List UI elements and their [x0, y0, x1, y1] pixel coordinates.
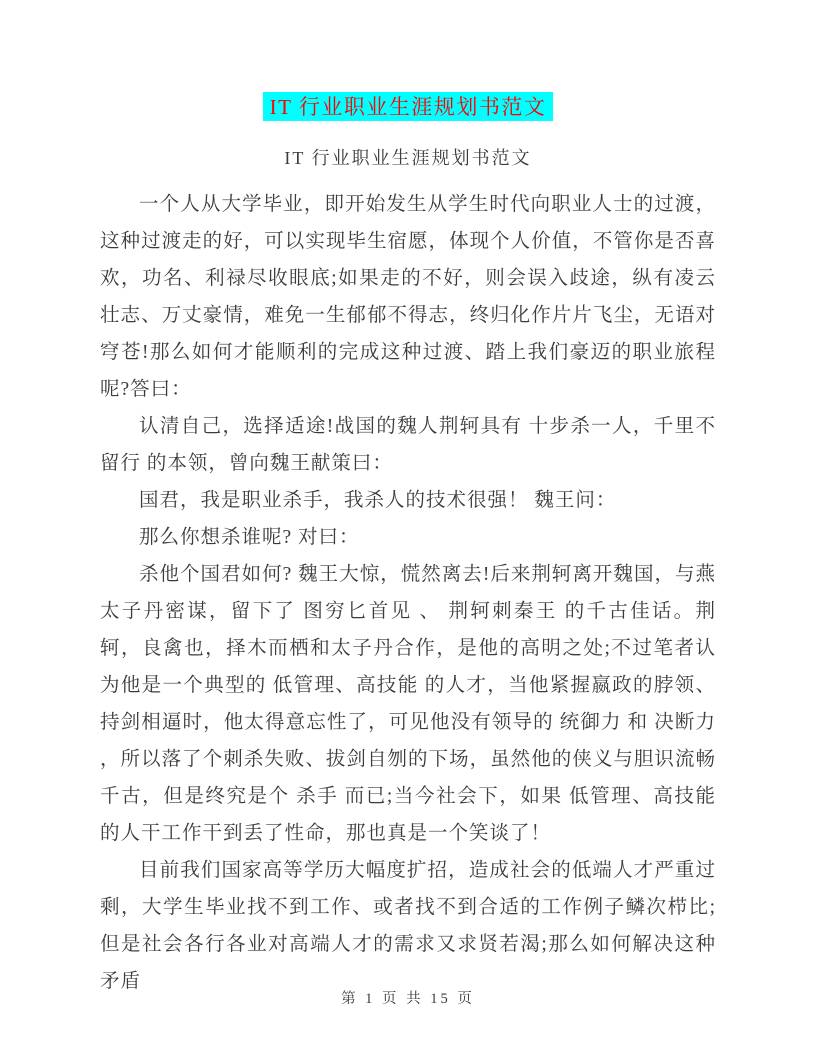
body-paragraph: 认清自己，选择适途!战国的魏人荆轲具有 十步杀一人，千里不留行 的本领，曾向魏王献策曰： — [100, 416, 716, 474]
title-row — [0, 92, 816, 121]
body-paragraph: 国君，我是职业杀手，我杀人的技术很强！ 魏王问： — [139, 490, 617, 511]
body-paragraph: 目前我们国家高等学历大幅度扩招，造成社会的低端人才严重过剩，大学生毕业找不到工作、或者找不到合适的工作例子鳞次栉比;但是社会各行各业对高端人才的需求又求贤若渴;那么如何解决这种矛盾 — [100, 860, 716, 992]
body-paragraph: 那么你想杀谁呢? 对曰： — [139, 527, 360, 548]
document-title: IT 行业职业生涯规划书范文 — [263, 92, 554, 121]
body-paragraph: 杀他个国君如何? 魏王大惊，慌然离去!后来荆轲离开魏国，与燕太子丹密谋，留下了 图穷匕首见 、 荆轲刺秦王 的千古佳话。荆轲，良禽也，择木而栖和太子丹合作，是他的高明之处;不过笔者认为他是一个典型的 低管理、高技能 的人才，当他紧握嬴政的脖领、持剑相逼时，他太得意忘性了，可见他没有领导的 统御力 和 决断力 ，所以落了个刺杀失败、拔剑自刎的下场，虽然他的侠义与胆识流畅千古，但是终究是个 杀手 而已;当今社会下，如果 低管理、高技能 的人干工作干到丢了性命，那也真是一个笑谈了！ — [100, 564, 716, 844]
document-body — [100, 186, 716, 1000]
document-subtitle: IT 行业职业生涯规划书范文 — [284, 148, 532, 168]
body-paragraph: 一个人从大学毕业，即开始发生从学生时代向职业人士的过渡，这种过渡走的好，可以实现毕生宿愿，体现个人价值，不管你是否喜欢，功名、利禄尽收眼底;如果走的不好，则会误入歧途，纵有凌云壮志、万丈豪情，难免一生郁郁不得志，终归化作片片飞尘，无语对穹苍!那么如何才能顺利的完成这种过渡、踏上我们豪迈的职业旅程呢?答曰： — [100, 194, 716, 400]
page-footer: 第 1 页 共 15 页 — [341, 991, 475, 1007]
